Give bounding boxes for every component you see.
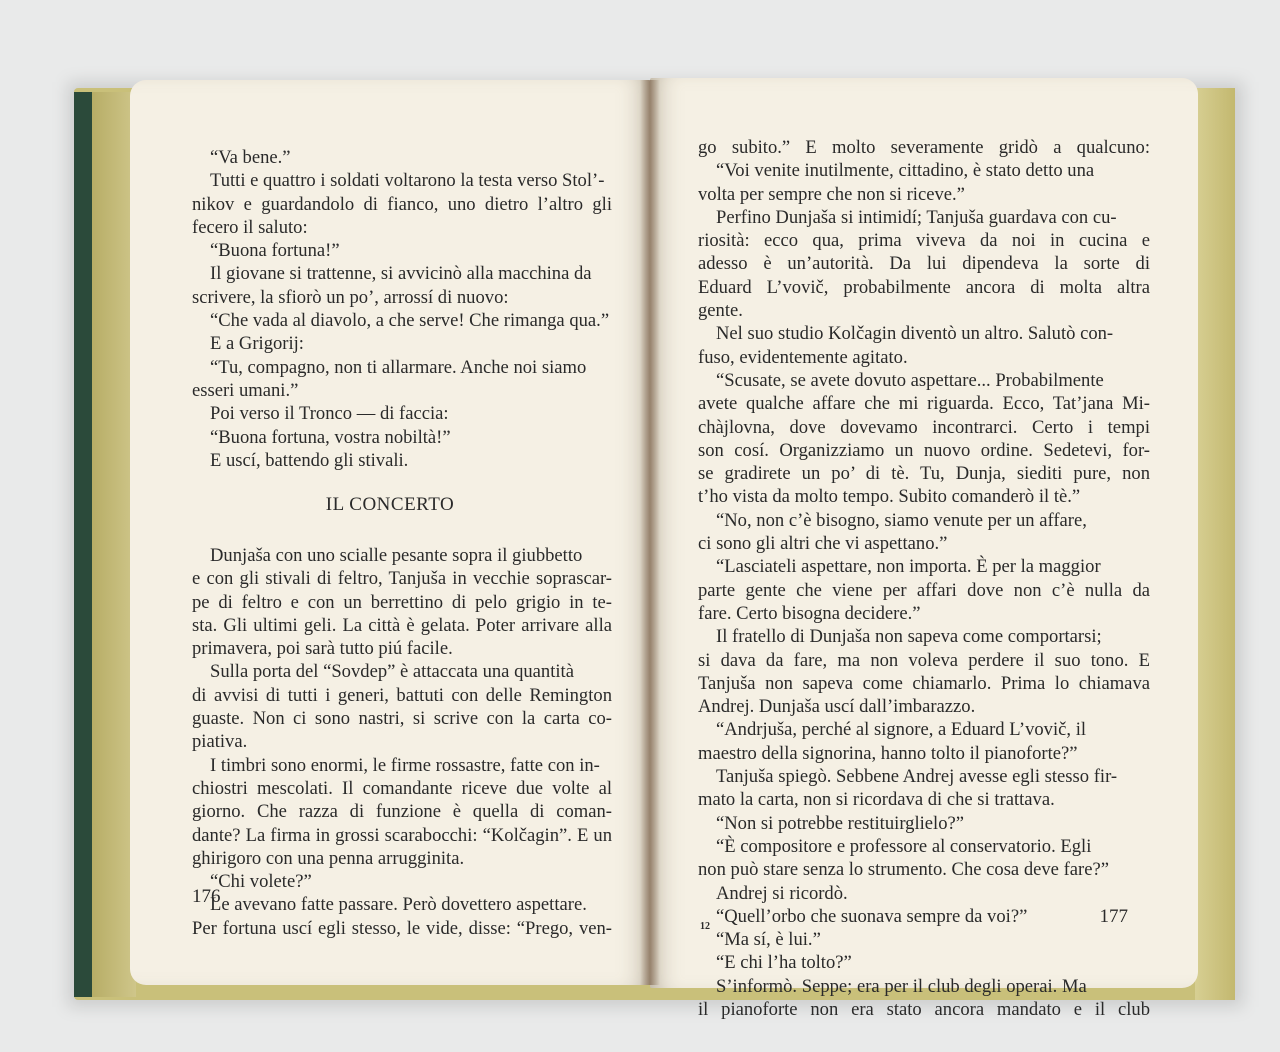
text-line: si dava da fare, ma non voleva perdere il suo tono. E xyxy=(698,649,1150,671)
text-line: Poi verso il Tronco — di faccia: xyxy=(210,403,449,425)
text-line: “Va bene.” xyxy=(210,147,291,168)
text-line: il pianoforte non era stato ancora mandato e il club xyxy=(698,998,1150,1020)
text-line: riosità: ecco qua, prima viveva da noi in cucina e xyxy=(698,230,1150,252)
text-line: Il fratello di Dunjaša non sapeva come comportarsi; xyxy=(716,626,1102,648)
text-line: “Che vada al diavolo, a che serve! Che rimanga qua.” xyxy=(210,310,610,332)
text-line: Sulla porta del “Sovdep” è attaccata una quantità xyxy=(210,661,574,683)
text-line: “E chi l’ha tolto?” xyxy=(716,952,852,974)
text-line: Le avevano fatte passare. Però dovettero aspettare. xyxy=(210,894,587,916)
text-line: primavera, poi sarà tutto piú facile. xyxy=(192,638,453,660)
text-line: I timbri sono enormi, le firme rossastre, fatte con in- xyxy=(210,754,600,776)
text-line: volta per sempre che non si riceve.” xyxy=(698,183,965,205)
text-line: “Tu, compagno, non ti allarmare. Anche noi siamo xyxy=(210,356,587,378)
page-number-left: 176 xyxy=(192,886,221,907)
text-line: ghirigoro con una penna arrugginita. xyxy=(192,847,465,869)
text-line: “Voi venite inutilmente, cittadino, è stato detto una xyxy=(716,160,1095,182)
text-line: nikov e guardandolo di fianco, uno dietro l’altro gli xyxy=(192,193,612,215)
text-line: Perfino Dunjaša si intimidí; Tanjuša guardava con cu- xyxy=(716,206,1117,228)
text-line: dante? La firma in grossi scarabocchi: “Kolčagin”. E un xyxy=(192,824,612,846)
text-line: fecero il saluto: xyxy=(192,216,308,238)
text-line: E a Grigorij: xyxy=(210,333,304,355)
text-line: “Buona fortuna, vostra nobiltà!” xyxy=(210,426,451,448)
text-line: fuso, evidentemente agitato. xyxy=(698,346,908,368)
text-line: non può stare senza lo strumento. Che cosa deve fare?” xyxy=(698,859,1109,881)
text-line: t’ho vista da molto tempo. Subito comanderò il tè.” xyxy=(698,486,1081,508)
text-line: “Chi volete?” xyxy=(210,871,312,893)
text-line: pe di feltro e con un berrettino di pelo grigio in te- xyxy=(192,591,612,613)
text-line: E uscí, battendo gli stivali. xyxy=(210,449,409,471)
text-line: Il giovane si trattenne, si avvicinò alla macchina da xyxy=(210,263,592,285)
text-line: chiostri mescolati. Il comandante riceve due volte al xyxy=(192,777,612,799)
book-spine xyxy=(74,92,136,997)
text-line: Andrej. Dunjaša uscí dall’imbarazzo. xyxy=(698,696,976,718)
text-line: giorno. Che razza di funzione è quella di coman- xyxy=(192,801,612,823)
text-line: “Buona fortuna!” xyxy=(210,240,340,262)
text-line: Andrej si ricordò. xyxy=(716,882,848,904)
text-line: avete qualche affare che mi riguarda. Ecco, Tat’jana Mi- xyxy=(698,393,1150,415)
text-line: son cosí. Organizziamo un nuovo ordine. Sedetevi, for- xyxy=(698,439,1150,461)
text-line: Tutti e quattro i soldati voltarono la testa verso Stol’- xyxy=(210,170,605,192)
right-page-text xyxy=(698,136,1150,1021)
text-line: “Andrjuša, perché al signore, a Eduard L’vovič, il xyxy=(716,719,1087,741)
text-line: e con gli stivali di feltro, Tanjuša in vecchie soprascar- xyxy=(192,568,612,590)
left-page xyxy=(130,80,650,985)
chapter-heading: IL CONCERTO xyxy=(325,494,455,515)
text-line: Eduard L’vovič, probabilmente ancora di molta altra xyxy=(698,276,1150,298)
text-line: Tanjuša non sapeva come chiamarlo. Prima lo chiamava xyxy=(698,672,1150,694)
text-line: scrivere, la sfiorò un po’, arrossí di nuovo: xyxy=(192,286,509,308)
text-line: S’informò. Seppe; era per il club degli operai. Ma xyxy=(716,975,1087,997)
text-line: chàjlovna, dove dovevamo incontrarci. Certo i tempi xyxy=(698,416,1150,438)
page-number-right: 177 xyxy=(1099,906,1128,927)
cover-edge-right xyxy=(1195,88,1235,1000)
text-line: “Scusate, se avete dovuto aspettare... Probabilmente xyxy=(716,369,1104,391)
text-line: Dunjaša con uno scialle pesante sopra il giubbetto xyxy=(210,545,583,566)
signature-mark: 12 xyxy=(700,921,710,932)
left-page-text-top xyxy=(192,146,612,472)
text-line: sta. Gli ultimi geli. La città è gelata. Poter arrivare alla xyxy=(192,614,612,636)
book-gutter xyxy=(640,80,660,985)
text-line: mato la carta, non si ricordava di che si trattava. xyxy=(698,789,1055,811)
text-line: Per fortuna uscí egli stesso, le vide, disse: “Prego, ven- xyxy=(192,917,612,939)
text-line: adesso è un’autorità. Da lui dipendeva la sorte di xyxy=(698,253,1150,275)
text-line: piativa. xyxy=(192,731,248,753)
text-line: “Ma sí, è lui.” xyxy=(716,929,821,951)
text-line: maestro della signorina, hanno tolto il pianoforte?” xyxy=(698,742,1078,764)
text-line: Nel suo studio Kolčagin diventò un altro. Salutò con- xyxy=(716,323,1114,345)
text-line: fare. Certo bisogna decidere.” xyxy=(698,602,921,624)
text-line: parte gente che viene per affari dove non c’è nulla da xyxy=(698,579,1150,601)
text-line: guaste. Non ci sono nastri, si scrive con la carta co- xyxy=(192,708,612,730)
text-line: esseri umani.” xyxy=(192,379,299,401)
text-line: se gradirete un po’ di tè. Tu, Dunja, siediti pure, non xyxy=(698,463,1150,485)
text-line: Tanjuša spiegò. Sebbene Andrej avesse egli stesso fir- xyxy=(716,766,1118,788)
text-line: gente. xyxy=(698,300,743,322)
text-line: “È compositore e professore al conservatorio. Egli xyxy=(716,835,1092,857)
left-page-text-bottom xyxy=(192,544,612,940)
text-line: “Quell’orbo che suonava sempre da voi?” xyxy=(716,905,1028,927)
text-line: ci sono gli altri che vi aspettano.” xyxy=(698,533,948,555)
text-line: “No, non c’è bisogno, siamo venute per un affare, xyxy=(716,509,1087,531)
text-line: “Non si potrebbe restituirglielo?” xyxy=(716,812,965,834)
text-line: di avvisi di tutti i generi, battuti con delle Remington xyxy=(192,684,612,706)
right-page xyxy=(650,78,1198,1020)
text-line: go subito.” E molto severamente gridò a qualcuno: xyxy=(698,137,1150,158)
text-line: “Lasciateli aspettare, non importa. È per la maggior xyxy=(716,556,1101,578)
